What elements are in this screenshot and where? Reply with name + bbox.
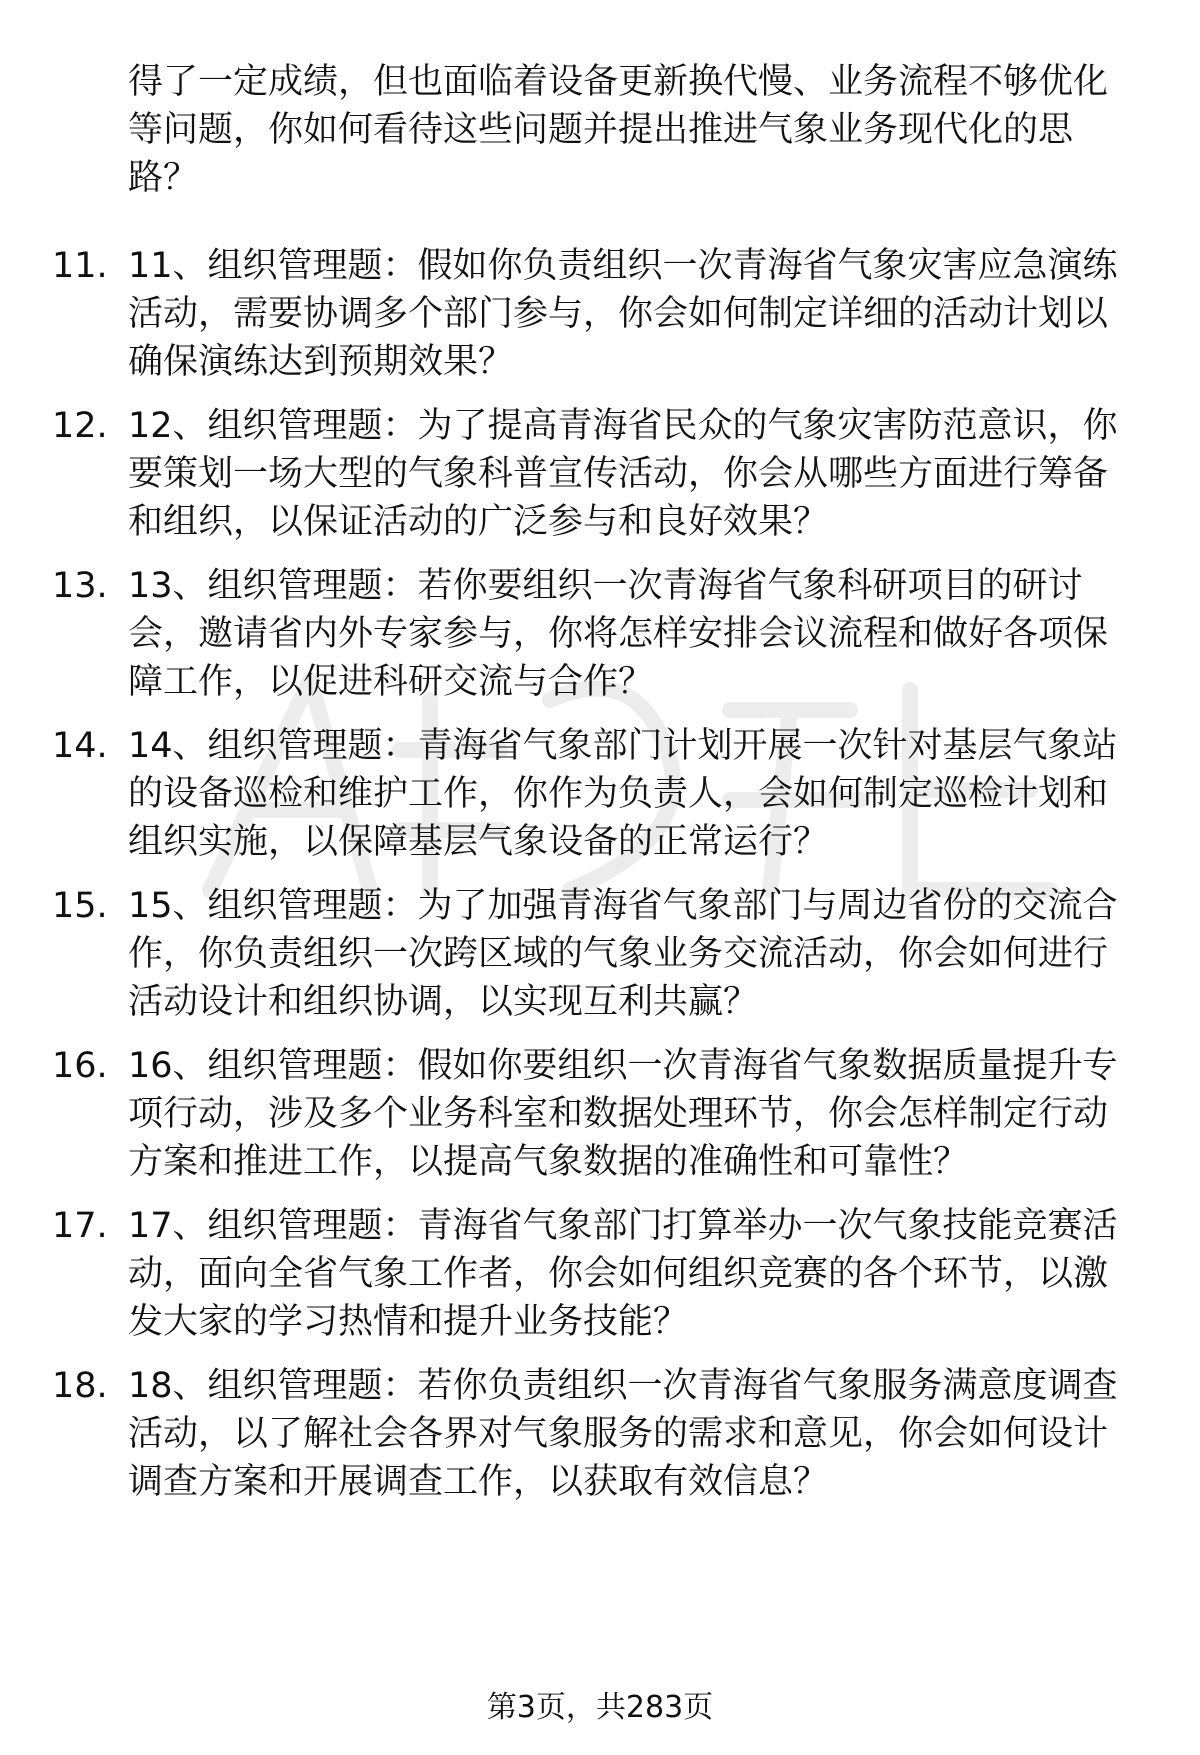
question-text: 16、组织管理题：假如你要组织一次青海省气象数据质量提升专项行动，涉及多个业务科室和数据处理环节，你会怎样制定行动方案和推进工作，以提高气象数据的准确性和可靠性？ bbox=[128, 1046, 1118, 1182]
list-item bbox=[0, 1042, 1200, 1182]
list-item bbox=[0, 242, 1200, 382]
list-item bbox=[0, 882, 1200, 1022]
question-number: 15. bbox=[52, 886, 108, 926]
question-text: 14、组织管理题：青海省气象部门计划开展一次针对基层气象站的设备巡检和维护工作，你作为负责人，会如何制定巡检计划和组织实施，以保障基层气象设备的正常运行？ bbox=[128, 726, 1118, 862]
list-item bbox=[0, 722, 1200, 862]
intro-paragraph: 得了一定成绩，但也面临着设备更新换代慢、业务流程不够优化等问题，你如何看待这些问题并提出推进气象业务现代化的思路？ bbox=[128, 62, 1109, 198]
question-number: 14. bbox=[52, 726, 108, 766]
question-number: 17. bbox=[52, 1206, 108, 1246]
question-text: 12、组织管理题：为了提高青海省民众的气象灾害防范意识，你要策划一场大型的气象科普宣传活动，你会从哪些方面进行筹备和组织，以保证活动的广泛参与和良好效果？ bbox=[128, 406, 1118, 542]
question-list bbox=[0, 242, 1200, 1522]
question-text: 13、组织管理题：若你要组织一次青海省气象科研项目的研讨会，邀请省内外专家参与，你将怎样安排会议流程和做好各项保障工作，以促进科研交流与合作？ bbox=[128, 566, 1109, 702]
question-number: 12. bbox=[52, 406, 108, 446]
question-number: 18. bbox=[52, 1366, 108, 1406]
question-number: 13. bbox=[52, 566, 108, 606]
question-number: 11. bbox=[52, 246, 108, 286]
question-number: 16. bbox=[52, 1046, 108, 1086]
question-text: 18、组织管理题：若你负责组织一次青海省气象服务满意度调查活动，以了解社会各界对气象服务的需求和意见，你会如何设计调查方案和开展调查工作，以获取有效信息？ bbox=[128, 1366, 1118, 1502]
question-text: 17、组织管理题：青海省气象部门打算举办一次气象技能竞赛活动，面向全省气象工作者，你会如何组织竞赛的各个环节，以激发大家的学习热情和提升业务技能？ bbox=[128, 1206, 1118, 1342]
question-text: 15、组织管理题：为了加强青海省气象部门与周边省份的交流合作，你负责组织一次跨区域的气象业务交流活动，你会如何进行活动设计和组织协调，以实现互利共赢？ bbox=[128, 886, 1118, 1022]
page-footer: 第3页，共283页 bbox=[486, 1690, 714, 1725]
list-item bbox=[0, 562, 1200, 702]
list-item bbox=[0, 1202, 1200, 1342]
list-item bbox=[0, 402, 1200, 542]
list-item bbox=[0, 1362, 1200, 1502]
question-text: 11、组织管理题：假如你负责组织一次青海省气象灾害应急演练活动，需要协调多个部门参与，你会如何制定详细的活动计划以确保演练达到预期效果？ bbox=[128, 246, 1118, 382]
